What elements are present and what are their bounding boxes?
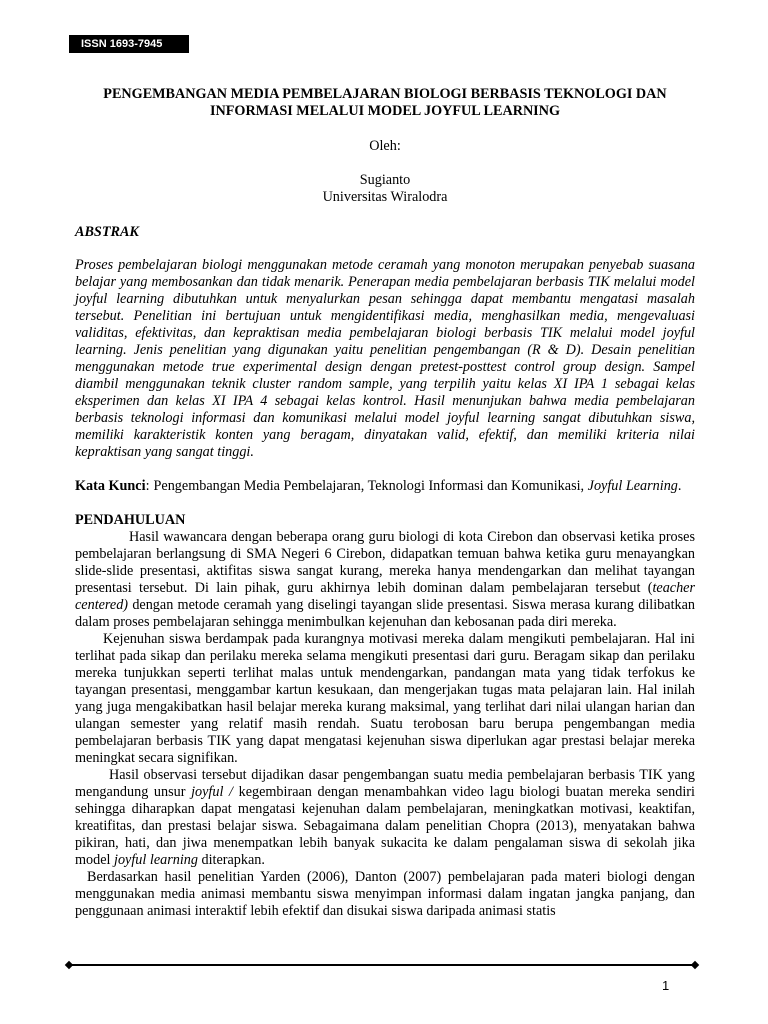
title-line-2: INFORMASI MELALUI MODEL JOYFUL LEARNING (210, 103, 560, 119)
footer-rule-left-diamond (65, 961, 73, 969)
p3-text-b: kegembiraan dengan menambahkan video lagu biologi buatan mereka sendiri sehingga diharapkan dapat mengatasi kejenuhan dalam pembelajaran, meningkatkan motivasi, keaktifan, kreatifitas, dan prestasi belajar siswa. Sebagaimana dalam penelitian Chopra (2013), menyatakan bahwa pikiran, hati, dan jiwa menempatkan lebih banyak sukacita ke dalam pengalaman siswa di sekolah jika model (75, 784, 695, 868)
keywords-text (150, 478, 682, 495)
p1-italic: teacher centered) (75, 580, 695, 613)
keywords-italic: Joyful Learning (587, 478, 678, 494)
p1-text-b: dengan metode ceramah yang diselingi tayangan slide presentasi. Siswa merasa kurang dilibatkan dalam proses pembelajaran sehingga menimbulkan kejenuhan dan kebosanan pada diri mereka. (75, 597, 695, 630)
paragraph-3 (75, 767, 695, 869)
abstract-heading: ABSTRAK (75, 224, 139, 240)
title-line-1: PENGEMBANGAN MEDIA PEMBELAJARAN BIOLOGI BERBASIS TEKNOLOGI DAN (103, 86, 667, 102)
keywords-label: Kata Kunci (75, 478, 146, 494)
keywords (75, 478, 695, 495)
paper-body (75, 86, 695, 920)
p3-italic-1: joyful / (191, 784, 233, 800)
abstract-text: Proses pembelajaran biologi menggunakan metode ceramah yang monoton merupakan penyebab suasana belajar yang membosankan dan tidak menarik. Penerapan media pembelajaran berbasis TIK melalui model joyful learning dibutuhkan untuk menyalurkan pesan sehingga dapat membantu mengatasi masalah tersebut. Penelitian ini bertujuan untuk mengidentifikasi media, menghasilkan media, mengevaluasi validitas, efektivitas, dan kepraktisan media pembelajaran biologi berbasis TIK melalui model joyful learning. Jenis penelitian yang digunakan yaitu penelitian pengembangan (R & D). Desain penelitian menggunakan metode true experimental design dengan pretest-posttest control group design. Sampel diambil menggunakan teknik cluster random sample, yang terpilih yaitu kelas XI IPA 1 sebagai kelas eksperimen dan kelas XI IPA 4 sebagai kelas kontrol. Hasil menunjukan bahwa media pembelajaran berbasis teknologi informasi dan komunikasi melalui model joyful learning sangat dibutuhkan siswa, memiliki karakteristik konten yang beragam, dinyatakan valid, efektif, dan memiliki kriteria nilai kepraktisan yang sangat tinggi. (75, 257, 695, 460)
p3-text-a: Hasil observasi tersebut dijadikan dasar pengembangan suatu media pembelajaran berbasis TIK yang mengandung unsur (75, 767, 695, 800)
paper-title (75, 86, 695, 120)
keywords-end: . (677, 478, 682, 494)
paragraph-4: Berdasarkan hasil penelitian Yarden (2006), Danton (2007) pembelajaran pada materi biologi dengan menggunakan media animasi membantu siswa menyimpan informasi dalam ingatan jangka panjang, dan penggunaan animasi interaktif lebih efektif dan disukai siswa daripada animasi statis (75, 869, 695, 919)
p3-italic-2: joyful learning (114, 852, 198, 868)
page-number: 1 (662, 978, 670, 993)
p1-text-a: Hasil wawancara dengan beberapa orang guru biologi di kota Cirebon dan observasi ketika proses pembelajaran berlangsung di SMA Negeri 6 Cirebon, didapatkan temuan bahwa ketika guru menayangkan slide-slide presentasi, aktifitas siswa sangat kurang, mereka hanya mendengarkan dan melihat tayangan presentasi tersebut. Di lain pihak, guru akhirnya lebih dominan dalam pembelajaran tersebut ( (75, 529, 695, 596)
footer-rule (69, 964, 695, 966)
paragraph-2: Kejenuhan siswa berdampak pada kurangnya motivasi mereka dalam mengikuti pembelajaran. Hal ini terlihat pada sikap dan perilaku mereka selama mengikuti presentasi dari guru. Beragam sikap dan perilaku mereka tunjukkan seperti terlihat malas untuk mendengarkan, pandangan mata yang tidak terfokus ke tayangan presentasi, menggambar kartun kesukaan, dan mengerjakan tugas mata pelajaran lain. Hal inilah yang juga mengakibatkan hasil belajar mereka kurang maksimal, yang terlihat dari nilai ulangan harian dan ulangan semester yang relatif masih rendah. Suatu terobosan baru berupa pengembangan media pembelajaran berbasis TIK yang dapat mengatasi kejenuhan siswa diperlukan agar prestasi belajar mereka meningkat secara signifikan. (75, 631, 695, 766)
section-heading-pendahuluan: PENDAHULUAN (75, 512, 186, 528)
keywords-label-group (75, 478, 150, 495)
paragraph-1 (75, 529, 695, 631)
keywords-colon: : (145, 478, 150, 494)
oleh-label: Oleh: (369, 138, 401, 154)
author-affiliation: Universitas Wiralodra (322, 189, 448, 205)
keywords-main: Pengembangan Media Pembelajaran, Teknologi Informasi dan Komunikasi, (153, 478, 585, 494)
issn-label: ISSN 1693-7945 (69, 35, 189, 53)
p3-text-c: diterapkan. (197, 852, 265, 868)
author-name: Sugianto (359, 172, 411, 188)
footer-rule-right-diamond (691, 961, 699, 969)
